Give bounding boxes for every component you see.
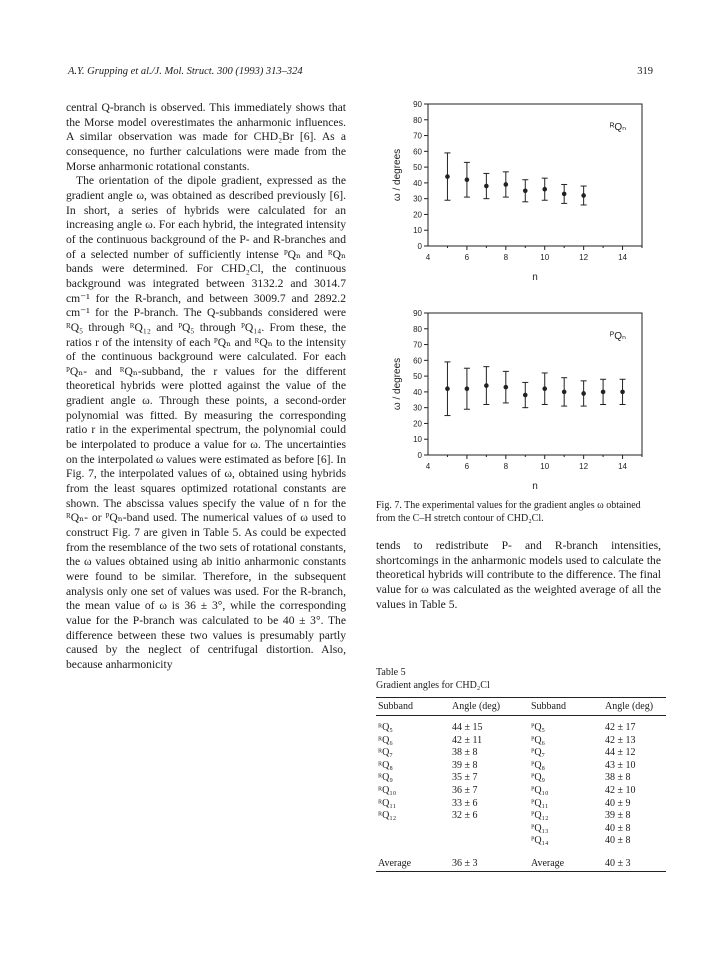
data-point bbox=[504, 182, 509, 187]
table-row bbox=[376, 810, 666, 823]
x-tick-label: 8 bbox=[503, 462, 509, 471]
table-row bbox=[376, 823, 666, 836]
data-point bbox=[542, 386, 547, 391]
x-tick-label: 4 bbox=[425, 253, 431, 262]
table-row bbox=[376, 798, 666, 811]
header-cell: Angle (deg) bbox=[452, 701, 501, 712]
table-cell: ᴿQ₇ bbox=[378, 747, 393, 759]
table-cell: ᴿQ₆ bbox=[378, 734, 393, 746]
table-cell: ᴿQ₁₁ bbox=[378, 797, 397, 809]
table-cell bbox=[450, 835, 529, 848]
data-point bbox=[601, 390, 606, 395]
y-tick-label: 90 bbox=[413, 309, 422, 318]
table-cell: 39 ± 8 bbox=[452, 759, 478, 771]
table-header-row bbox=[376, 698, 666, 716]
gradient-angles-table bbox=[376, 697, 666, 872]
data-point bbox=[523, 188, 528, 193]
table-cell: 42 ± 13 bbox=[605, 734, 636, 746]
y-axis-label: ω / degrees bbox=[392, 357, 403, 411]
data-point bbox=[523, 393, 528, 398]
y-tick-label: 60 bbox=[413, 356, 422, 366]
table-cell: 43 ± 10 bbox=[605, 759, 636, 771]
data-point bbox=[484, 383, 489, 388]
table-cell: 40 ± 8 bbox=[605, 835, 631, 847]
y-tick-label: 50 bbox=[413, 163, 422, 173]
table-cell: 44 ± 12 bbox=[605, 747, 636, 759]
y-tick-label: 20 bbox=[413, 419, 422, 429]
table-cell: ᴿQ₉ bbox=[378, 772, 393, 784]
header-cell: Angle (deg) bbox=[605, 701, 654, 712]
table-cell: ᴿQ₅ bbox=[378, 722, 393, 733]
table-row bbox=[376, 716, 666, 735]
table-row bbox=[376, 785, 666, 798]
table-cell: 38 ± 8 bbox=[605, 772, 631, 784]
table-cell bbox=[376, 823, 450, 836]
x-tick-label: 12 bbox=[579, 462, 589, 471]
y-tick-label: 80 bbox=[413, 115, 422, 125]
figure-caption: Fig. 7. The experimental values for the gradient angles ω obtained from the C–H stretch contour of CHD₂Cl. bbox=[376, 500, 641, 524]
data-point bbox=[445, 174, 450, 179]
y-tick-label: 70 bbox=[413, 340, 422, 350]
y-tick-label: 80 bbox=[413, 324, 422, 334]
left-column-text bbox=[66, 101, 346, 673]
x-tick-label: 14 bbox=[618, 253, 627, 262]
table-cell: ᴾQ₁₁ bbox=[531, 797, 549, 809]
chart-title: ᴿQₙ bbox=[609, 122, 627, 133]
data-point bbox=[504, 385, 509, 390]
table-cell: 42 ± 11 bbox=[452, 734, 483, 746]
data-point bbox=[465, 177, 470, 182]
table-caption bbox=[376, 666, 661, 692]
running-header: A.Y. Grupping et al./J. Mol. Struct. 300 (1993) 313–324 bbox=[68, 66, 303, 77]
x-tick-label: 10 bbox=[540, 253, 550, 262]
table-average-row bbox=[376, 848, 666, 871]
y-tick-label: 0 bbox=[417, 242, 422, 251]
table-cell: ᴾQ₉ bbox=[531, 772, 546, 784]
table-cell: ᴾQ₇ bbox=[531, 747, 546, 759]
y-tick-label: 30 bbox=[413, 403, 422, 413]
y-tick-label: 70 bbox=[413, 131, 422, 141]
x-tick-label: 12 bbox=[579, 253, 589, 262]
table-row bbox=[376, 835, 666, 848]
table-cell: ᴾQ₅ bbox=[531, 722, 546, 733]
table-cell: ᴾQ₈ bbox=[531, 759, 546, 771]
table-row bbox=[376, 747, 666, 760]
y-tick-label: 50 bbox=[413, 372, 422, 382]
table-cell: ᴾQ₆ bbox=[531, 734, 546, 746]
y-axis-label: ω / degrees bbox=[392, 148, 403, 202]
x-axis-label: n bbox=[532, 481, 538, 492]
data-point bbox=[581, 193, 586, 198]
table-cell: 36 ± 7 bbox=[452, 784, 478, 796]
table-cell: 38 ± 8 bbox=[452, 747, 478, 759]
paragraph-3: tends to redistribute P- and R-branch intensities, shortcomings in the anharmonic models used to calculate the theoretical hybrids will contribute to the difference. The final value for ω was calculated as the weighted average of all the values in Table 5. bbox=[376, 539, 661, 611]
data-point bbox=[445, 386, 450, 391]
header-cell: Subband bbox=[531, 701, 566, 712]
table-cell: 35 ± 7 bbox=[452, 772, 478, 784]
x-tick-label: 6 bbox=[464, 253, 470, 262]
table-row bbox=[376, 772, 666, 785]
y-tick-label: 10 bbox=[413, 435, 422, 445]
x-tick-label: 4 bbox=[425, 462, 431, 471]
data-point bbox=[465, 386, 470, 391]
table-cell: Average bbox=[378, 857, 412, 869]
table-cell: ᴿQ₈ bbox=[378, 759, 393, 771]
data-point bbox=[562, 192, 567, 197]
x-tick-label: 10 bbox=[540, 462, 550, 471]
y-tick-label: 40 bbox=[413, 178, 422, 188]
table-label: Table 5 bbox=[376, 667, 406, 678]
table-cell: 36 ± 3 bbox=[452, 857, 478, 869]
y-tick-label: 0 bbox=[417, 451, 422, 460]
y-tick-label: 90 bbox=[413, 100, 422, 109]
paragraph-1: central Q-branch is observed. This immediately shows that the Morse model overestimates the anharmonic influences. A similar observation was made for CHD₂Br [6]. As a consequence, no further calculations were made from the Morse anharmonic rotational constants. bbox=[66, 101, 346, 173]
table-cell: Average bbox=[531, 857, 565, 869]
x-tick-label: 8 bbox=[503, 253, 509, 262]
page-number: 319 bbox=[637, 66, 653, 77]
table-cell bbox=[450, 823, 529, 836]
table-cell: ᴾQ₁₀ bbox=[531, 784, 549, 796]
y-tick-label: 40 bbox=[413, 387, 422, 397]
table-cell: 33 ± 6 bbox=[452, 797, 478, 809]
table-title: Gradient angles for CHD₂Cl bbox=[376, 680, 490, 691]
x-tick-label: 6 bbox=[464, 462, 470, 471]
y-tick-label: 60 bbox=[413, 147, 422, 157]
table-cell: 40 ± 9 bbox=[605, 797, 631, 809]
table-cell: 42 ± 17 bbox=[605, 722, 636, 733]
x-tick-label: 14 bbox=[618, 462, 627, 471]
table-cell: 39 ± 8 bbox=[605, 810, 631, 822]
x-axis-label: n bbox=[532, 272, 538, 283]
table-cell: 42 ± 10 bbox=[605, 784, 636, 796]
chart-rqn bbox=[370, 95, 660, 295]
paragraph-2: The orientation of the dipole gradient, expressed as the gradient angle ω, was obtained as described previously [6]. In short, a series of hybrids were calculated for an increasing angle ω. For each hybrid, the integrated intensity of the continuous background of the P- and R-branches and of a selected number of sufficiently intense ᴾQₙ and ᴿQₙ bands were determined. For CHD₂Cl, the continuous background was integrated between 3132.2 and 3014.7 cm⁻¹ for the R-branch, and between 3009.7 and 2892.2 cm⁻¹ for the P-branch. The Q-subbands considered were ᴿQ₅ through ᴿQ₁₂ and ᴾQ₅ through ᴾQ₁₄. From these, the ratios r of the intensity of each ᴾQₙ and ᴿQₙ to the intensity of the continuous background were calculated. For each ᴾQₙ- and ᴿQₙ-subband, the r values for the different theoretical hybrids were plotted against the value of the gradient angle ω. Through these points, a second-order polynomial was fitted. By measuring the corresponding ratio r in the experimental spectrum, the polynomial could be interpolated to produce a value for ω. The uncertainties on the interpolated ω values were estimated as before [6]. In Fig. 7, the interpolated values of ω, obtained using hybrids from the least squares optimized rotational constants are shown. The abscissa values specify the value of n for the ᴿQₙ- or ᴾQₙ-band used. The numerical values of ω used to construct Fig. 7 are given in Table 5. As could be expected from the resemblance of the two sets of rotational constants, the ω values obtained using ab initio anharmonic constants were found to be similar. Therefore, in the subsequent analysis only one set of values was used. For the R-branch, the mean value of ω is 36 ± 3°, while the corresponding value for the P-branch was calculated to be 40 ± 3°. The difference between these two values is presumably partly caused by the neglect of centrifugal distortion. Also, because anharmonicity bbox=[66, 174, 346, 671]
right-column-text bbox=[376, 539, 661, 612]
table-row bbox=[376, 760, 666, 773]
table-cell: 40 ± 8 bbox=[605, 822, 631, 834]
table-cell: 32 ± 6 bbox=[452, 810, 478, 822]
chart-pqn bbox=[370, 304, 660, 504]
data-point bbox=[484, 184, 489, 189]
y-tick-label: 10 bbox=[413, 226, 422, 236]
y-tick-label: 20 bbox=[413, 210, 422, 220]
data-point bbox=[620, 390, 625, 395]
chart-title: ᴾQₙ bbox=[610, 331, 626, 342]
data-point bbox=[581, 391, 586, 396]
table-row bbox=[376, 735, 666, 748]
table-cell bbox=[376, 835, 450, 848]
table-cell: ᴿQ₁₂ bbox=[378, 810, 397, 822]
data-point bbox=[562, 390, 567, 395]
y-tick-label: 30 bbox=[413, 194, 422, 204]
table-cell: ᴾQ₁₂ bbox=[531, 810, 549, 822]
table-cell: 44 ± 15 bbox=[452, 722, 483, 733]
table-cell: ᴾQ₁₃ bbox=[531, 822, 549, 834]
table-cell: 40 ± 3 bbox=[605, 857, 631, 869]
table-cell: ᴾQ₁₄ bbox=[531, 835, 549, 847]
table-cell: ᴿQ₁₀ bbox=[378, 784, 397, 796]
data-point bbox=[542, 187, 547, 192]
header-cell: Subband bbox=[378, 701, 413, 712]
